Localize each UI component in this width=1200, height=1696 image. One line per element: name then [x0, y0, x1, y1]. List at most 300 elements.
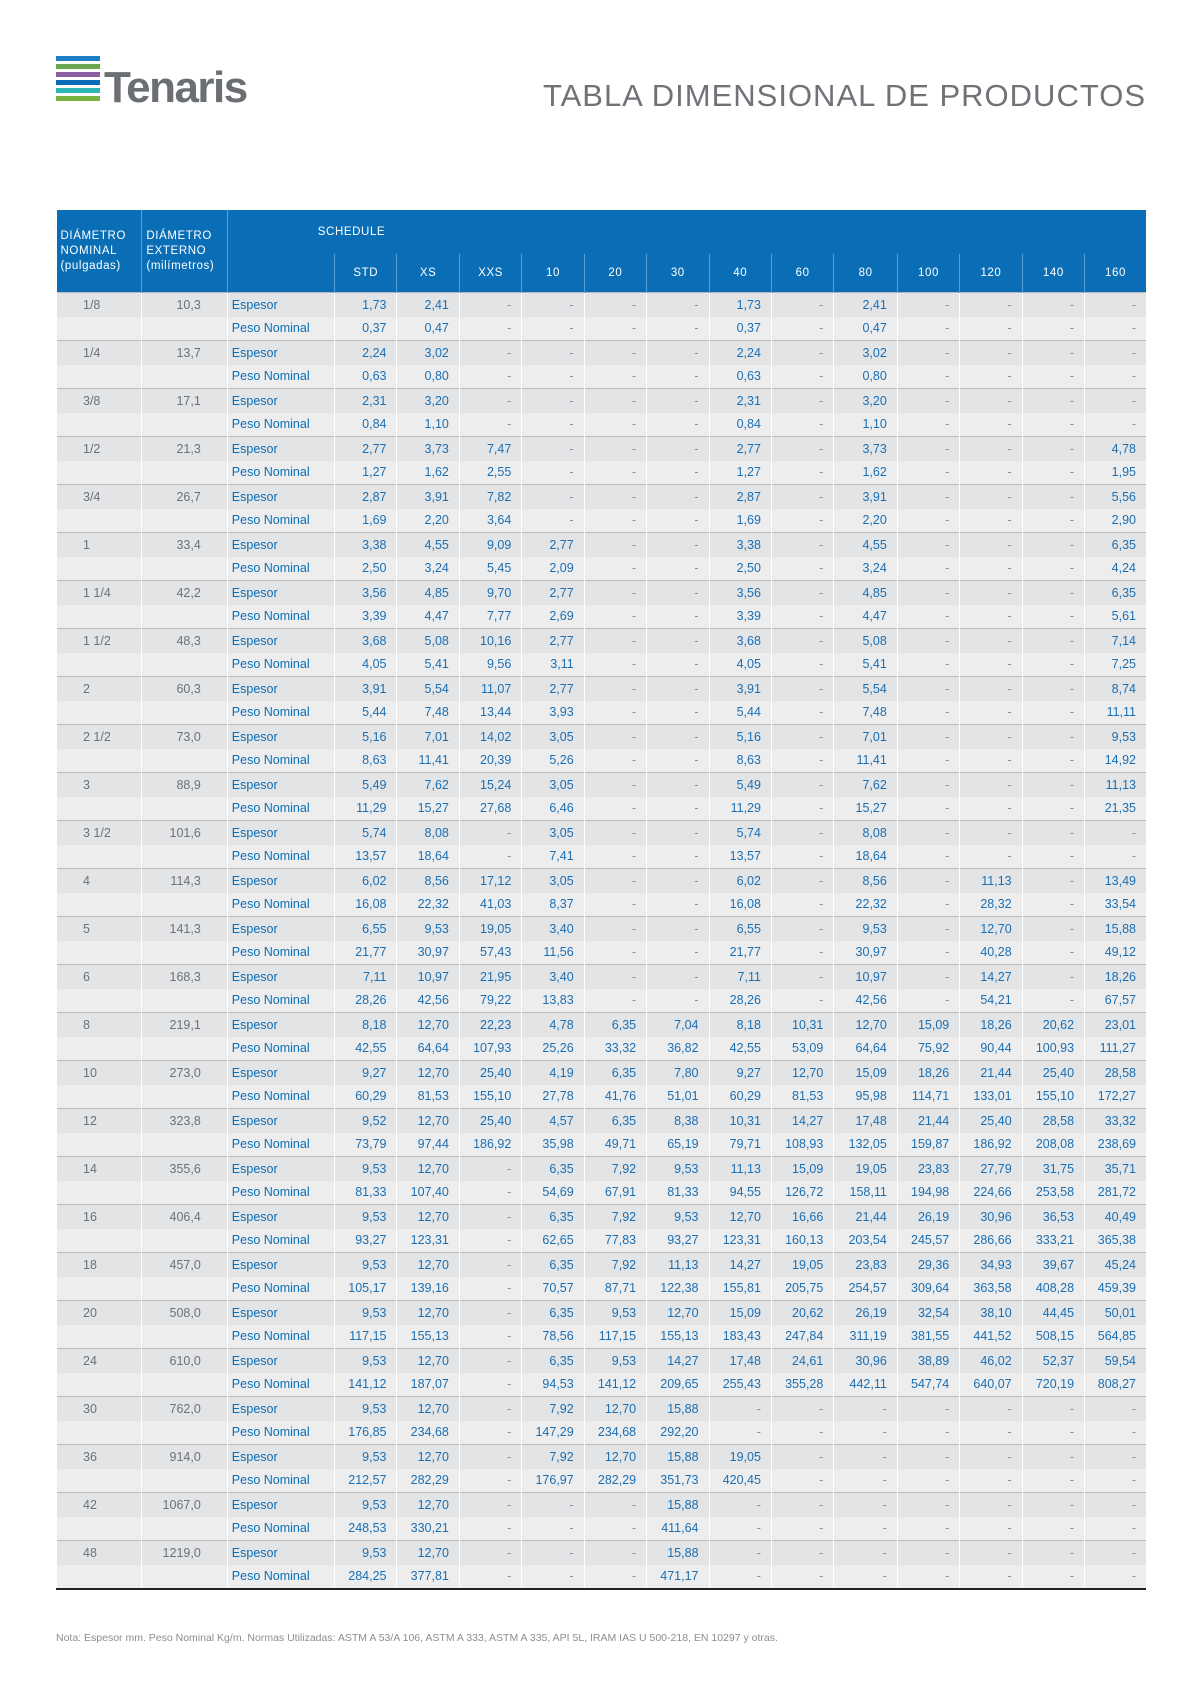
cell-thickness-100: 18,26	[897, 1061, 959, 1085]
table-row	[57, 605, 1147, 629]
cell-label-weight: Peso Nominal	[227, 797, 334, 821]
cell-thickness-xxs: -	[459, 821, 521, 845]
cell-nominal-diameter: 18	[57, 1253, 142, 1277]
cell-weight-40: 3,39	[709, 605, 771, 629]
table-row	[57, 797, 1147, 821]
cell-thickness-100: -	[897, 965, 959, 989]
cell-thickness-120: -	[960, 437, 1022, 461]
cell-nominal-diameter	[57, 1325, 142, 1349]
header-schedule-30: 30	[647, 254, 709, 293]
cell-weight-40: -	[709, 1517, 771, 1541]
cell-weight-20: 41,76	[584, 1085, 646, 1109]
cell-weight-std: 2,50	[335, 557, 397, 581]
cell-thickness-std: 2,77	[335, 437, 397, 461]
table-row	[57, 1421, 1147, 1445]
cell-weight-std: 117,15	[335, 1325, 397, 1349]
cell-weight-xxs: -	[459, 1469, 521, 1493]
cell-weight-100: -	[897, 701, 959, 725]
cell-thickness-10: 3,40	[522, 965, 584, 989]
table-row	[57, 437, 1147, 461]
cell-weight-std: 0,63	[335, 365, 397, 389]
cell-weight-100: 194,98	[897, 1181, 959, 1205]
cell-weight-20: 282,29	[584, 1469, 646, 1493]
cell-thickness-140: -	[1022, 437, 1084, 461]
cell-weight-xxs: 3,64	[459, 509, 521, 533]
tenaris-logo	[56, 56, 286, 112]
cell-thickness-xs: 12,70	[397, 1205, 459, 1229]
cell-weight-20: -	[584, 1565, 646, 1590]
cell-weight-60: -	[771, 365, 833, 389]
cell-label-thickness: Espesor	[227, 1301, 334, 1325]
cell-thickness-xs: 8,08	[397, 821, 459, 845]
cell-thickness-60: -	[771, 677, 833, 701]
cell-thickness-30: 15,88	[647, 1445, 709, 1469]
cell-weight-xxs: 13,44	[459, 701, 521, 725]
cell-thickness-160: -	[1085, 821, 1146, 845]
cell-nominal-diameter	[57, 509, 142, 533]
cell-thickness-120: 14,27	[960, 965, 1022, 989]
cell-weight-60: -	[771, 1469, 833, 1493]
cell-weight-60: -	[771, 509, 833, 533]
cell-thickness-160: 45,24	[1085, 1253, 1146, 1277]
table-row	[57, 389, 1147, 413]
cell-weight-xs: 22,32	[397, 893, 459, 917]
cell-weight-80: 442,11	[834, 1373, 898, 1397]
cell-thickness-xxs: 14,02	[459, 725, 521, 749]
cell-weight-40: 183,43	[709, 1325, 771, 1349]
cell-weight-160: -	[1085, 845, 1146, 869]
cell-thickness-100: 23,83	[897, 1157, 959, 1181]
cell-weight-xs: 1,62	[397, 461, 459, 485]
cell-nominal-diameter: 10	[57, 1061, 142, 1085]
cell-weight-30: -	[647, 653, 709, 677]
cell-weight-xxs: 186,92	[459, 1133, 521, 1157]
cell-weight-std: 141,12	[335, 1373, 397, 1397]
cell-thickness-40: -	[709, 1493, 771, 1517]
cell-weight-xs: 1,10	[397, 413, 459, 437]
table-row	[57, 509, 1147, 533]
cell-external-diameter	[142, 989, 227, 1013]
cell-thickness-20: -	[584, 821, 646, 845]
header-schedule-20: 20	[584, 254, 646, 293]
cell-weight-30: -	[647, 845, 709, 869]
cell-weight-100: -	[897, 461, 959, 485]
cell-weight-std: 212,57	[335, 1469, 397, 1493]
brand-name: Tenaris	[104, 63, 247, 112]
cell-weight-160: 564,85	[1085, 1325, 1146, 1349]
cell-weight-100: -	[897, 1469, 959, 1493]
cell-nominal-diameter	[57, 1085, 142, 1109]
cell-thickness-xs: 7,01	[397, 725, 459, 749]
cell-thickness-20: -	[584, 533, 646, 557]
cell-thickness-std: 3,68	[335, 629, 397, 653]
cell-weight-100: -	[897, 653, 959, 677]
cell-thickness-std: 3,91	[335, 677, 397, 701]
cell-thickness-140: -	[1022, 389, 1084, 413]
cell-nominal-diameter	[57, 1037, 142, 1061]
dimensions-table	[56, 210, 1146, 1590]
cell-nominal-diameter	[57, 1277, 142, 1301]
table-row	[57, 1325, 1147, 1349]
cell-weight-120: -	[960, 749, 1022, 773]
cell-weight-20: -	[584, 1517, 646, 1541]
header-schedule-140: 140	[1022, 254, 1084, 293]
cell-thickness-120: 27,79	[960, 1157, 1022, 1181]
cell-thickness-40: 8,18	[709, 1013, 771, 1037]
cell-thickness-10: 3,40	[522, 917, 584, 941]
cell-external-diameter	[142, 1181, 227, 1205]
cell-thickness-xs: 4,55	[397, 533, 459, 557]
cell-thickness-xxs: 25,40	[459, 1109, 521, 1133]
cell-thickness-40: -	[709, 1397, 771, 1421]
cell-weight-100: -	[897, 893, 959, 917]
cell-weight-xs: 4,47	[397, 605, 459, 629]
cell-weight-20: 77,83	[584, 1229, 646, 1253]
cell-weight-10: 8,37	[522, 893, 584, 917]
cell-weight-std: 42,55	[335, 1037, 397, 1061]
cell-thickness-80: 19,05	[834, 1157, 898, 1181]
cell-thickness-80: -	[834, 1541, 898, 1565]
cell-weight-100: 114,71	[897, 1085, 959, 1109]
cell-nominal-diameter: 1	[57, 533, 142, 557]
table-row	[57, 1493, 1147, 1517]
cell-thickness-xs: 3,20	[397, 389, 459, 413]
cell-weight-xxs: 7,77	[459, 605, 521, 629]
cell-weight-20: -	[584, 653, 646, 677]
cell-thickness-160: 11,13	[1085, 773, 1146, 797]
cell-external-diameter: 13,7	[142, 341, 227, 365]
cell-thickness-140: 36,53	[1022, 1205, 1084, 1229]
cell-thickness-140: -	[1022, 533, 1084, 557]
cell-nominal-diameter	[57, 653, 142, 677]
cell-nominal-diameter: 4	[57, 869, 142, 893]
cell-thickness-40: 2,77	[709, 437, 771, 461]
cell-thickness-80: 4,55	[834, 533, 898, 557]
cell-nominal-diameter	[57, 1133, 142, 1157]
cell-weight-100: -	[897, 1421, 959, 1445]
cell-weight-60: -	[771, 941, 833, 965]
cell-thickness-100: -	[897, 773, 959, 797]
logo-stripe	[56, 72, 100, 77]
cell-weight-xxs: 79,22	[459, 989, 521, 1013]
cell-external-diameter: 33,4	[142, 533, 227, 557]
cell-weight-xs: 330,21	[397, 1517, 459, 1541]
cell-weight-100: -	[897, 989, 959, 1013]
header-nominal-line3: (pulgadas)	[60, 259, 121, 272]
cell-thickness-10: 6,35	[522, 1205, 584, 1229]
cell-thickness-160: 9,53	[1085, 725, 1146, 749]
cell-thickness-20: 7,92	[584, 1157, 646, 1181]
cell-weight-20: -	[584, 317, 646, 341]
cell-label-weight: Peso Nominal	[227, 1133, 334, 1157]
cell-thickness-40: 14,27	[709, 1253, 771, 1277]
cell-thickness-60: 20,62	[771, 1301, 833, 1325]
cell-weight-20: -	[584, 605, 646, 629]
cell-weight-xs: 2,20	[397, 509, 459, 533]
cell-weight-120: -	[960, 605, 1022, 629]
cell-thickness-10: -	[522, 389, 584, 413]
cell-nominal-diameter	[57, 1181, 142, 1205]
cell-weight-30: 81,33	[647, 1181, 709, 1205]
cell-external-diameter	[142, 1373, 227, 1397]
cell-weight-160: 67,57	[1085, 989, 1146, 1013]
cell-thickness-160: 8,74	[1085, 677, 1146, 701]
cell-thickness-xxs: -	[459, 389, 521, 413]
cell-weight-100: -	[897, 797, 959, 821]
cell-thickness-100: -	[897, 293, 959, 317]
cell-nominal-diameter	[57, 1469, 142, 1493]
cell-thickness-std: 9,53	[335, 1397, 397, 1421]
cell-weight-140: 720,19	[1022, 1373, 1084, 1397]
table-row	[57, 341, 1147, 365]
cell-weight-140: -	[1022, 509, 1084, 533]
cell-weight-60: -	[771, 701, 833, 725]
cell-thickness-100: 26,19	[897, 1205, 959, 1229]
cell-weight-60: -	[771, 605, 833, 629]
cell-thickness-160: 15,88	[1085, 917, 1146, 941]
cell-label-thickness: Espesor	[227, 1205, 334, 1229]
cell-thickness-20: -	[584, 341, 646, 365]
cell-thickness-10: 3,05	[522, 821, 584, 845]
cell-thickness-10: -	[522, 1541, 584, 1565]
cell-nominal-diameter	[57, 317, 142, 341]
cell-external-diameter: 355,6	[142, 1157, 227, 1181]
table-row	[57, 1301, 1147, 1325]
cell-weight-10: -	[522, 461, 584, 485]
cell-thickness-80: 4,85	[834, 581, 898, 605]
cell-nominal-diameter: 20	[57, 1301, 142, 1325]
cell-thickness-10: -	[522, 341, 584, 365]
cell-external-diameter	[142, 1133, 227, 1157]
cell-weight-40: 94,55	[709, 1181, 771, 1205]
header-schedule-60: 60	[771, 254, 833, 293]
cell-thickness-60: -	[771, 965, 833, 989]
logo-stripe	[56, 96, 100, 101]
header-external-line1: DIÁMETRO	[146, 229, 212, 242]
cell-weight-160: 11,11	[1085, 701, 1146, 725]
table-row	[57, 821, 1147, 845]
cell-weight-80: -	[834, 1469, 898, 1493]
cell-thickness-80: 12,70	[834, 1013, 898, 1037]
cell-weight-140: -	[1022, 1517, 1084, 1541]
table-row	[57, 1013, 1147, 1037]
cell-label-thickness: Espesor	[227, 293, 334, 317]
cell-nominal-diameter: 2 1/2	[57, 725, 142, 749]
cell-weight-std: 105,17	[335, 1277, 397, 1301]
cell-thickness-10: 2,77	[522, 533, 584, 557]
cell-label-thickness: Espesor	[227, 485, 334, 509]
cell-weight-80: 254,57	[834, 1277, 898, 1301]
cell-thickness-xs: 12,70	[397, 1157, 459, 1181]
cell-thickness-10: 4,19	[522, 1061, 584, 1085]
cell-external-diameter: 508,0	[142, 1301, 227, 1325]
cell-thickness-20: -	[584, 629, 646, 653]
cell-external-diameter: 21,3	[142, 437, 227, 461]
cell-thickness-10: 2,77	[522, 581, 584, 605]
cell-external-diameter	[142, 797, 227, 821]
cell-external-diameter: 88,9	[142, 773, 227, 797]
cell-weight-60: 160,13	[771, 1229, 833, 1253]
cell-thickness-std: 9,53	[335, 1445, 397, 1469]
cell-weight-80: 203,54	[834, 1229, 898, 1253]
cell-thickness-100: -	[897, 629, 959, 653]
cell-thickness-60: -	[771, 293, 833, 317]
cell-external-diameter	[142, 941, 227, 965]
cell-weight-xxs: -	[459, 1229, 521, 1253]
cell-thickness-std: 5,74	[335, 821, 397, 845]
cell-external-diameter: 323,8	[142, 1109, 227, 1133]
cell-thickness-xxs: 21,95	[459, 965, 521, 989]
cell-thickness-20: -	[584, 389, 646, 413]
cell-thickness-80: 2,41	[834, 293, 898, 317]
cell-thickness-20: -	[584, 773, 646, 797]
cell-thickness-20: -	[584, 965, 646, 989]
cell-weight-160: -	[1085, 365, 1146, 389]
cell-external-diameter	[142, 461, 227, 485]
cell-thickness-std: 6,55	[335, 917, 397, 941]
cell-external-diameter	[142, 1229, 227, 1253]
cell-nominal-diameter	[57, 989, 142, 1013]
cell-weight-100: -	[897, 1517, 959, 1541]
cell-thickness-60: -	[771, 341, 833, 365]
cell-thickness-60: -	[771, 869, 833, 893]
table-row	[57, 1229, 1147, 1253]
cell-thickness-120: -	[960, 389, 1022, 413]
cell-thickness-xxs: 15,24	[459, 773, 521, 797]
cell-thickness-20: -	[584, 1493, 646, 1517]
cell-weight-xs: 0,47	[397, 317, 459, 341]
cell-label-weight: Peso Nominal	[227, 1565, 334, 1590]
cell-nominal-diameter: 48	[57, 1541, 142, 1565]
table-row	[57, 485, 1147, 509]
cell-thickness-80: 8,56	[834, 869, 898, 893]
cell-weight-std: 3,39	[335, 605, 397, 629]
cell-weight-40: 16,08	[709, 893, 771, 917]
cell-thickness-120: -	[960, 677, 1022, 701]
cell-thickness-100: -	[897, 1445, 959, 1469]
cell-label-thickness: Espesor	[227, 917, 334, 941]
cell-weight-30: 351,73	[647, 1469, 709, 1493]
cell-weight-140: -	[1022, 365, 1084, 389]
cell-thickness-100: 38,89	[897, 1349, 959, 1373]
cell-thickness-std: 9,53	[335, 1301, 397, 1325]
cell-weight-100: 75,92	[897, 1037, 959, 1061]
cell-weight-40: 255,43	[709, 1373, 771, 1397]
cell-nominal-diameter: 3/4	[57, 485, 142, 509]
cell-thickness-40: 15,09	[709, 1301, 771, 1325]
cell-thickness-30: -	[647, 773, 709, 797]
cell-weight-120: 186,92	[960, 1133, 1022, 1157]
cell-weight-80: 0,47	[834, 317, 898, 341]
cell-weight-xxs: 2,55	[459, 461, 521, 485]
table-row	[57, 413, 1147, 437]
cell-external-diameter: 273,0	[142, 1061, 227, 1085]
cell-thickness-80: 21,44	[834, 1205, 898, 1229]
cell-thickness-80: 15,09	[834, 1061, 898, 1085]
cell-thickness-std: 5,16	[335, 725, 397, 749]
cell-thickness-100: 32,54	[897, 1301, 959, 1325]
cell-thickness-xxs: -	[459, 1253, 521, 1277]
cell-thickness-std: 9,27	[335, 1061, 397, 1085]
cell-weight-120: 28,32	[960, 893, 1022, 917]
cell-external-diameter	[142, 1325, 227, 1349]
cell-weight-20: -	[584, 701, 646, 725]
cell-weight-60: 108,93	[771, 1133, 833, 1157]
cell-weight-std: 4,05	[335, 653, 397, 677]
cell-weight-140: 208,08	[1022, 1133, 1084, 1157]
cell-thickness-80: 8,08	[834, 821, 898, 845]
cell-thickness-xs: 7,62	[397, 773, 459, 797]
header-schedule-xxs: XXS	[459, 254, 521, 293]
cell-weight-30: -	[647, 989, 709, 1013]
cell-thickness-40: 6,55	[709, 917, 771, 941]
cell-thickness-120: 21,44	[960, 1061, 1022, 1085]
table-row	[57, 1037, 1147, 1061]
cell-weight-60: -	[771, 1517, 833, 1541]
cell-weight-std: 73,79	[335, 1133, 397, 1157]
cell-thickness-160: 13,49	[1085, 869, 1146, 893]
table-row	[57, 749, 1147, 773]
cell-thickness-xxs: 7,47	[459, 437, 521, 461]
cell-thickness-30: -	[647, 965, 709, 989]
cell-weight-30: -	[647, 749, 709, 773]
cell-weight-20: -	[584, 365, 646, 389]
cell-thickness-20: 9,53	[584, 1349, 646, 1373]
cell-nominal-diameter	[57, 797, 142, 821]
cell-weight-80: -	[834, 1565, 898, 1590]
cell-weight-std: 60,29	[335, 1085, 397, 1109]
cell-nominal-diameter: 12	[57, 1109, 142, 1133]
cell-thickness-160: 33,32	[1085, 1109, 1146, 1133]
cell-weight-20: 67,91	[584, 1181, 646, 1205]
cell-weight-160: 4,24	[1085, 557, 1146, 581]
cell-weight-100: -	[897, 413, 959, 437]
cell-weight-60: -	[771, 845, 833, 869]
cell-thickness-std: 6,02	[335, 869, 397, 893]
cell-thickness-60: -	[771, 1445, 833, 1469]
cell-thickness-xs: 12,70	[397, 1061, 459, 1085]
cell-external-diameter	[142, 557, 227, 581]
cell-thickness-100: -	[897, 341, 959, 365]
cell-thickness-120: 18,26	[960, 1013, 1022, 1037]
cell-thickness-30: -	[647, 533, 709, 557]
cell-weight-40: 155,81	[709, 1277, 771, 1301]
cell-weight-140: 508,15	[1022, 1325, 1084, 1349]
cell-nominal-diameter: 1/2	[57, 437, 142, 461]
header-nominal-diameter	[57, 210, 142, 293]
cell-weight-xxs: -	[459, 317, 521, 341]
cell-nominal-diameter	[57, 1421, 142, 1445]
cell-weight-120: 286,66	[960, 1229, 1022, 1253]
cell-weight-10: 11,56	[522, 941, 584, 965]
cell-weight-30: -	[647, 701, 709, 725]
cell-nominal-diameter: 24	[57, 1349, 142, 1373]
cell-thickness-40: 3,38	[709, 533, 771, 557]
cell-thickness-100: -	[897, 917, 959, 941]
cell-external-diameter	[142, 1469, 227, 1493]
cell-thickness-140: 39,67	[1022, 1253, 1084, 1277]
cell-thickness-120: -	[960, 773, 1022, 797]
table-row	[57, 725, 1147, 749]
cell-external-diameter	[142, 1517, 227, 1541]
cell-thickness-140: 44,45	[1022, 1301, 1084, 1325]
cell-weight-std: 28,26	[335, 989, 397, 1013]
table-row	[57, 1157, 1147, 1181]
cell-thickness-140: -	[1022, 1493, 1084, 1517]
cell-weight-xxs: -	[459, 1325, 521, 1349]
table-row	[57, 1445, 1147, 1469]
cell-label-thickness: Espesor	[227, 965, 334, 989]
